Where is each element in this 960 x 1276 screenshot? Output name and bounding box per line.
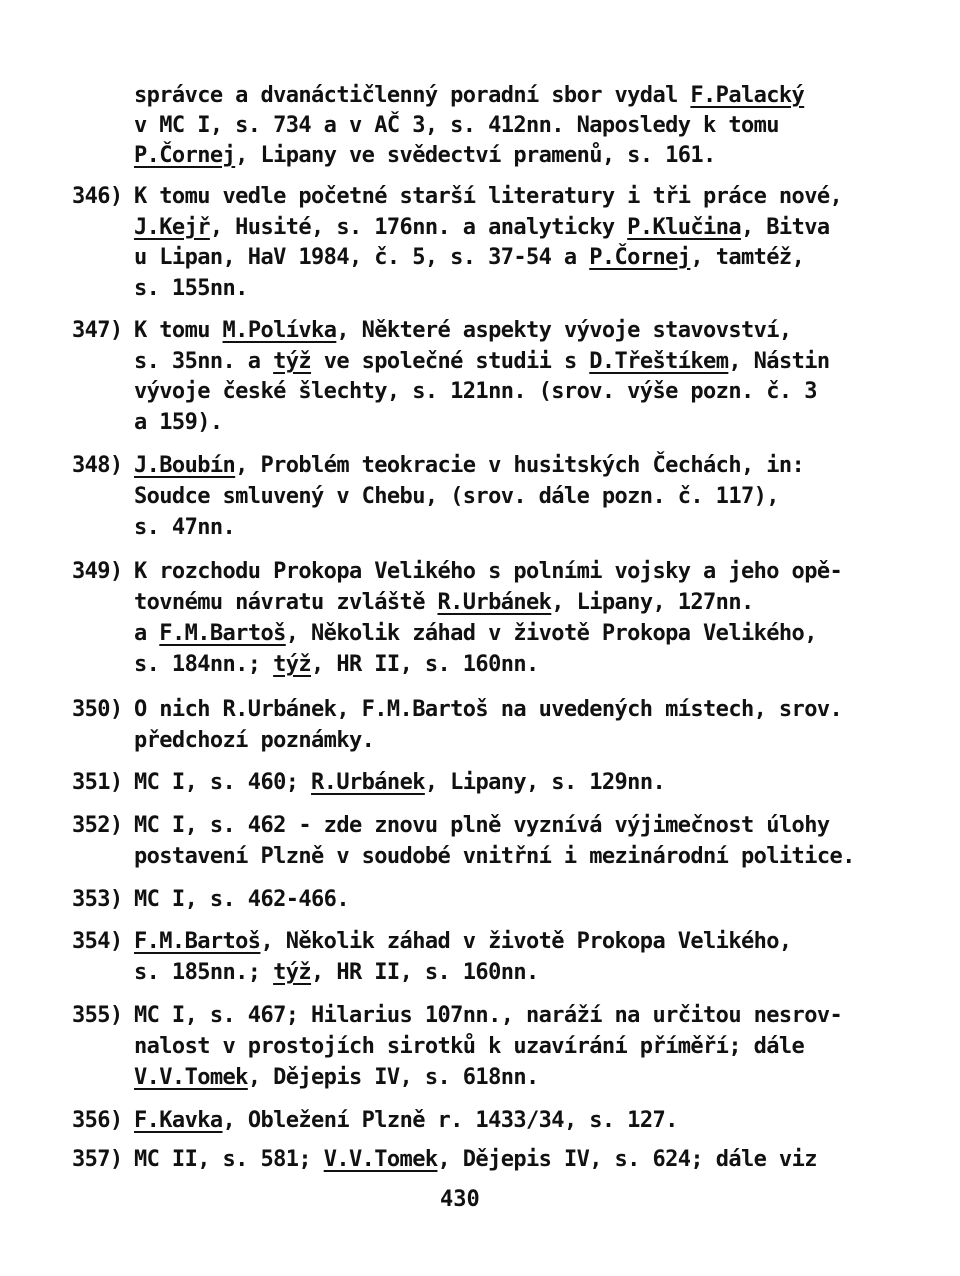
footnote-number: 355)	[72, 1003, 123, 1028]
footnote-352-line-2: postavení Plzně v soudobé vnitřní i mezinárodní politice.	[134, 844, 855, 869]
footnote-349-line-2	[134, 589, 754, 617]
intro-line-2: v MC I, s. 734 a v AČ 3, s. 412nn. Naposledy k tomu	[134, 113, 779, 138]
intro-text: , Lipany ve svědectví pramenů, s. 161.	[235, 143, 716, 168]
author-link: týž	[273, 349, 312, 374]
footnote-text: , HR II, s. 160nn.	[311, 960, 539, 985]
footnote-text: tovnému návratu zvláště	[134, 590, 438, 615]
author-link: J.Kejř	[134, 215, 210, 240]
footnote-text: u Lipan, HaV 1984, č. 5, s. 37-54 a	[134, 245, 590, 270]
footnote-346-line-3	[134, 244, 804, 272]
footnote-text: , Lipany, 127nn.	[551, 590, 754, 615]
footnote-text: MC II, s. 581;	[134, 1147, 324, 1172]
footnote-355-line-2: nalost v prostojích sirotků k uzavírání příměří; dále	[134, 1034, 805, 1059]
author-link: M.Polívka	[222, 318, 337, 343]
footnote-number: 354)	[72, 929, 123, 954]
author-link: F.Kavka	[134, 1108, 223, 1133]
footnote-number: 347)	[72, 318, 123, 343]
author-link: P.Čornej	[134, 143, 236, 168]
footnote-356-line-1	[134, 1107, 678, 1135]
author-link: F.Palacký	[690, 83, 805, 108]
footnote-number: 346)	[72, 184, 123, 209]
footnote-text: s. 35nn. a	[134, 349, 274, 374]
footnote-354-line-2	[134, 959, 539, 987]
footnote-number: 352)	[72, 813, 123, 838]
footnote-text: , Husité, s. 176nn. a analyticky	[209, 215, 628, 240]
footnote-text: , Lipany, s. 129nn.	[424, 770, 666, 795]
footnote-text: , Dějepis IV, s. 618nn.	[247, 1065, 539, 1090]
footnote-text: , tamtéž,	[690, 245, 805, 270]
footnote-347-line-3: vývoje české šlechty, s. 121nn. (srov. výše pozn. č. 3	[134, 379, 817, 404]
footnote-text: MC I, s. 460;	[134, 770, 312, 795]
footnote-number: 353)	[72, 887, 123, 912]
intro-text: správce a dvanáctičlenný poradní sbor vydal	[134, 83, 691, 108]
footnote-text: , HR II, s. 160nn.	[311, 652, 539, 677]
author-link: F.M.Bartoš	[134, 929, 261, 954]
footnote-number: 357)	[72, 1147, 123, 1172]
footnote-346-line-4: s. 155nn.	[134, 276, 248, 301]
footnote-text: K tomu	[134, 318, 223, 343]
footnote-text: , Některé aspekty vývoje stavovství,	[336, 318, 792, 343]
author-link: D.Třeštíkem	[589, 349, 729, 374]
footnote-text: , Obležení Plzně r. 1433/34, s. 127.	[222, 1108, 678, 1133]
footnote-354-line-1	[134, 928, 792, 956]
footnote-357-line-1	[134, 1146, 817, 1174]
footnote-number: 350)	[72, 697, 123, 722]
footnote-350-line-2: předchozí poznámky.	[134, 728, 375, 753]
footnote-number: 351)	[72, 770, 123, 795]
footnote-number: 348)	[72, 453, 123, 478]
author-link: týž	[273, 960, 312, 985]
footnote-352-line-1: MC I, s. 462 - zde znovu plně vyznívá výjimečnost úlohy	[134, 813, 830, 838]
footnote-355-line-3	[134, 1064, 539, 1092]
footnote-text: , Několik záhad v životě Prokopa Velikého,	[260, 929, 792, 954]
footnote-347-line-2	[134, 348, 830, 376]
author-link: V.V.Tomek	[323, 1147, 438, 1172]
footnote-346-line-2	[134, 214, 830, 242]
footnote-348-line-2: Soudce smluvený v Chebu, (srov. dále pozn. č. 117),	[134, 484, 779, 509]
author-link: P.Klučina	[627, 215, 741, 240]
footnote-text: s. 184nn.;	[134, 652, 274, 677]
author-link: P.Čornej	[589, 245, 691, 270]
footnote-text: a	[134, 621, 160, 646]
author-link: R.Urbánek	[311, 770, 425, 795]
author-link: R.Urbánek	[437, 590, 552, 615]
footnote-351-line-1	[134, 769, 665, 797]
footnote-number: 349)	[72, 559, 123, 584]
footnote-text: , Několik záhad v životě Prokopa Velikého,	[285, 621, 817, 646]
footnote-text: , Bitva	[740, 215, 830, 240]
footnote-349-line-3	[134, 620, 817, 648]
footnote-text: , Nástin	[728, 349, 830, 374]
footnote-347-line-1	[134, 317, 792, 345]
footnote-349-line-4	[134, 651, 539, 679]
footnote-text: , Dějepis IV, s. 624; dále viz	[437, 1147, 817, 1172]
author-link: F.M.Bartoš	[159, 621, 286, 646]
author-link: týž	[273, 652, 312, 677]
footnote-text: , Problém teokracie v husitských Čechách, in:	[235, 453, 805, 478]
footnote-text: ve společné studii s	[311, 349, 590, 374]
author-link: V.V.Tomek	[134, 1065, 248, 1090]
author-link: J.Boubín	[134, 453, 236, 478]
footnote-348-line-3: s. 47nn.	[134, 515, 236, 540]
intro-line-3	[134, 142, 716, 170]
footnote-355-line-1: MC I, s. 467; Hilarius 107nn., naráží na určitou nesrov-	[134, 1003, 843, 1028]
footnote-347-line-4: a 159).	[134, 410, 223, 435]
footnote-353-line-1: MC I, s. 462-466.	[134, 887, 349, 912]
page-number: 430	[440, 1187, 480, 1212]
intro-line-1	[134, 82, 804, 110]
footnote-349-line-1: K rozchodu Prokopa Velikého s polními vojsky a jeho opě-	[134, 559, 843, 584]
footnote-350-line-1: O nich R.Urbánek, F.M.Bartoš na uvedených místech, srov.	[134, 697, 843, 722]
footnote-number: 356)	[72, 1108, 123, 1133]
footnote-text: s. 185nn.;	[134, 960, 274, 985]
footnote-348-line-1	[134, 452, 804, 480]
footnote-346-line-1: K tomu vedle početné starší literatury i tři práce nové,	[134, 184, 843, 209]
